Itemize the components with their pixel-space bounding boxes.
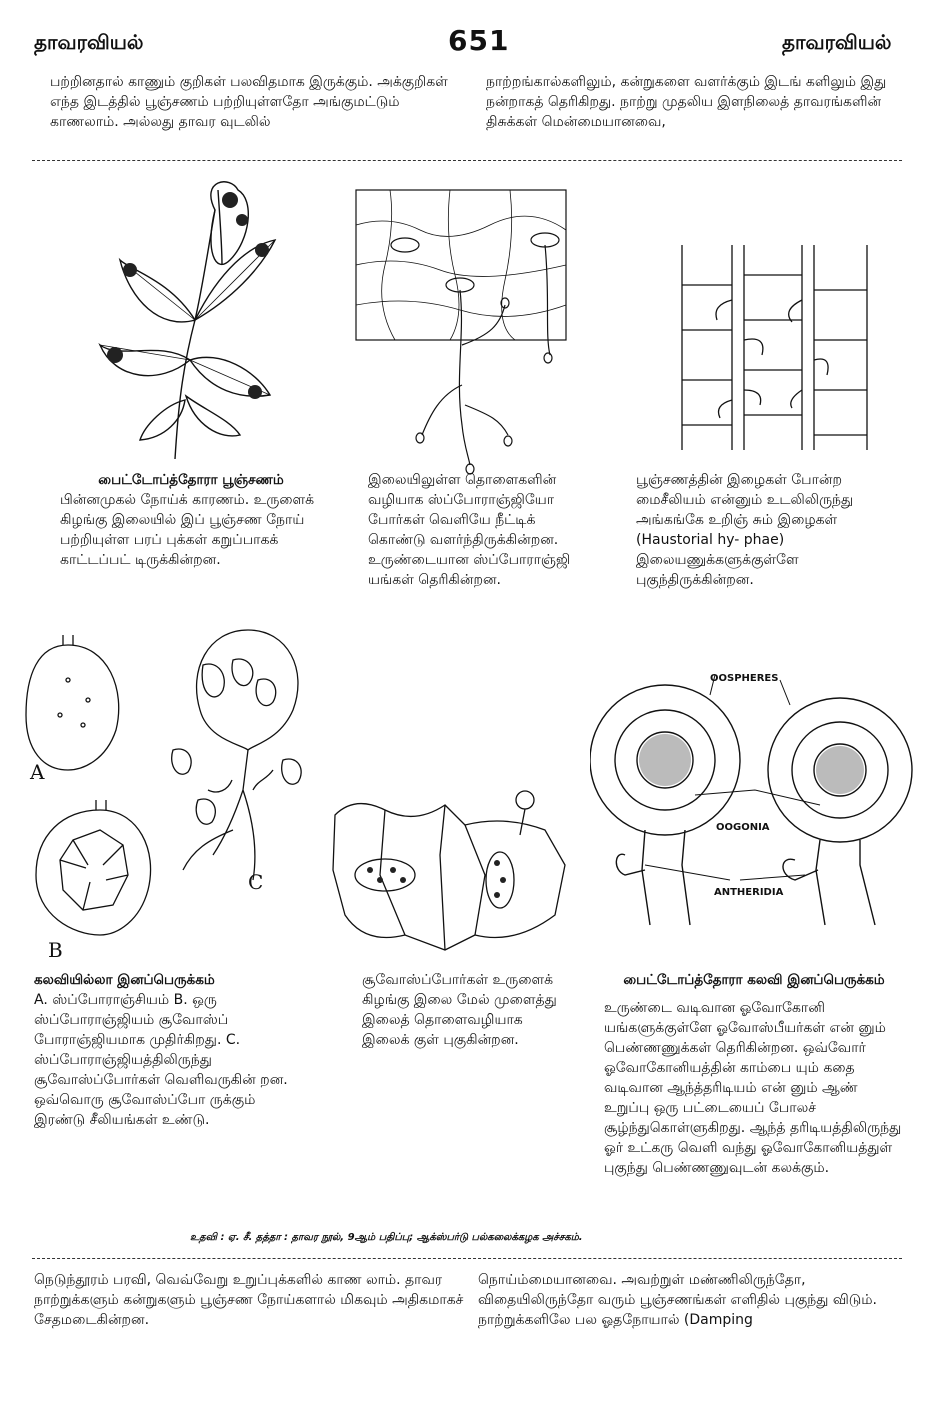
label-antheridia: ANTHERIDIA — [714, 887, 784, 898]
fig6-caption-body: உருண்டை வடிவான ஓவோகோனி யங்களுக்குள்ளே ஓவோஸ்பீயர்கள் என் னும் பெண்ணணுக்கள் தெரிகின்றன. ஒவ்வோர் ஓவோகோனியத்தின் காம்பை யும் கதை வடிவான ஆந்த்தரிடியம் என் னும் ஆண் உறுப்பு ஒரு பட்டையைப் போலச் சூழ்ந்துகொள்ளுகிறது. ஆந்த் தரிடியத்திலிருந்து ஓர் உட்கரு வெளி வந்து ஓவோகோனியத்துள் புகுந்து பெண்ணணுவுடன் கலக்கும். — [604, 1000, 902, 1176]
fig-label-b: B — [48, 938, 63, 962]
fig3-caption — [636, 470, 898, 590]
fig1-caption-body: பின்னமுகல் நோய்க் காரணம். உருளைக் கிழங்கு இலையில் இப் பூஞ்சண நோய் பற்றியுள்ள பரப் புக்கள் கறுப்பாகக் காட்டப்பட் டிருக்கின்றன. — [60, 492, 315, 568]
potato-leaf-illustration — [90, 170, 300, 460]
fig5-caption — [362, 970, 562, 1050]
fig1-caption-title: பைட்டோப்த்தோரா பூஞ்சணம் — [98, 472, 284, 488]
fig3-caption-body: பூஞ்சணத்தின் இழைகள் போன்ற மைசீலியம் என்னும் உடலிலிருந்து அங்கங்கே உறிஞ் சும் இழைகள் (Haustorial hy- phae) இலையணுக்களுக்குள்ளே புகுந்திருக்கின்றன. — [636, 472, 854, 588]
fig4-caption-title: கலவியில்லா இனப்பெருக்கம் — [34, 972, 215, 988]
label-oospheres: OOSPHERES — [710, 673, 779, 684]
fig2-caption — [368, 470, 582, 590]
fig4-caption — [34, 970, 310, 1130]
fig1-caption — [60, 470, 322, 570]
fig4-caption-body: A. ஸ்ப்போராஞ்சியம் B. ஒரு ஸ்ப்போராஞ்ஜியம் சூவோஸ்ப் போராஞ்ஜியமாக முதிர்கிறது. C. ஸ்ப்போராஞ்ஜியத்திலிருந்து சூவோஸ்ப்போர்கள் வெளிவருகின் றன. ஒவ்வொரு சூவோஸ்ப்போ ருக்கும் இரண்டு சீலியங்கள் உண்டு. — [34, 992, 288, 1128]
running-head-right: தாவரவியல் — [782, 30, 892, 54]
sporangium-diagram — [18, 620, 308, 960]
fig-label-a: A — [30, 760, 45, 784]
top-text-left: பற்றினதால் காணும் குறிகள் பலவிதமாக இருக்கும். அக்குறிகள் எந்த இடத்தில் பூஞ்சணம் பற்றியுள்ளதோ அங்குமட்டும் காணலாம். அல்லது தாவர வுடலில் — [50, 74, 448, 130]
bottom-text-right: நொய்ம்மையானவை. அவற்றுள் மண்ணிலிருந்தோ, விதையிலிருந்தோ வரும் பூஞ்சணங்கள் எளிதில் புகுந்து விடும். நாற்றுக்களிலே பல ஓதநோயால் (Damping — [478, 1272, 877, 1328]
fig6-caption — [604, 970, 904, 1178]
label-oogonia: OOGONIA — [716, 822, 770, 833]
top-divider — [32, 160, 902, 161]
running-head-left: தாவரவியல் — [34, 30, 144, 54]
page-number: 651 — [448, 24, 510, 57]
fig-label-c: C — [248, 870, 264, 894]
zoospore-germination — [325, 775, 575, 955]
haustoria-cells — [672, 240, 872, 455]
fig6-caption-title: பைட்டோப்த்தோரா கலவி இனப்பெருக்கம் — [623, 972, 885, 988]
leaf-stomata-sporangiophores — [350, 185, 575, 475]
fig5-caption-body: சூவோஸ்ப்போர்கள் உருளைக் கிழங்கு இலை மேல் முளைத்து இலைத் தொளைவழியாக இலைக் குள் புகுகின்றன. — [362, 972, 557, 1048]
fig2-caption-body: இலையிலுள்ள தொளைகளின் வழியாக ஸ்ப்போராஞ்ஜியோ போர்கள் வெளியே நீட்டிக் கொண்டு வளர்ந்திருக்கின்றன. உருண்டையான ஸ்ப்போராஞ்ஜி யங்கள் தெரிகின்றன. — [368, 472, 571, 588]
top-text-right: நாற்றங்கால்களிலும், கன்றுகளை வளர்க்கும் இடங் களிலும் இது நன்றாகத் தெரிகிறது. நாற்று முதலிய இளநிலைத் தாவரங்களின் திசுக்கள் மென்மையானவை, — [486, 74, 887, 130]
bottom-divider — [32, 1258, 902, 1259]
bottom-text-left: நெடுந்தூரம் பரவி, வெவ்வேறு உறுப்புக்களில் காண லாம். தாவர நாற்றுக்களும் கன்றுகளும் பூஞ்சண நோய்களால் மிகவும் அதிகமாகச் சேதமடைகின்றன. — [34, 1272, 464, 1328]
source-note: உதவி : ஏ. சீ. தத்தா : தாவர நூல், 9ஆம் பதிப்பு; ஆக்ஸ்பர்டு பல்கலைக்கழக அச்சகம். — [190, 1232, 583, 1243]
oogonia-antheridia — [590, 665, 920, 960]
